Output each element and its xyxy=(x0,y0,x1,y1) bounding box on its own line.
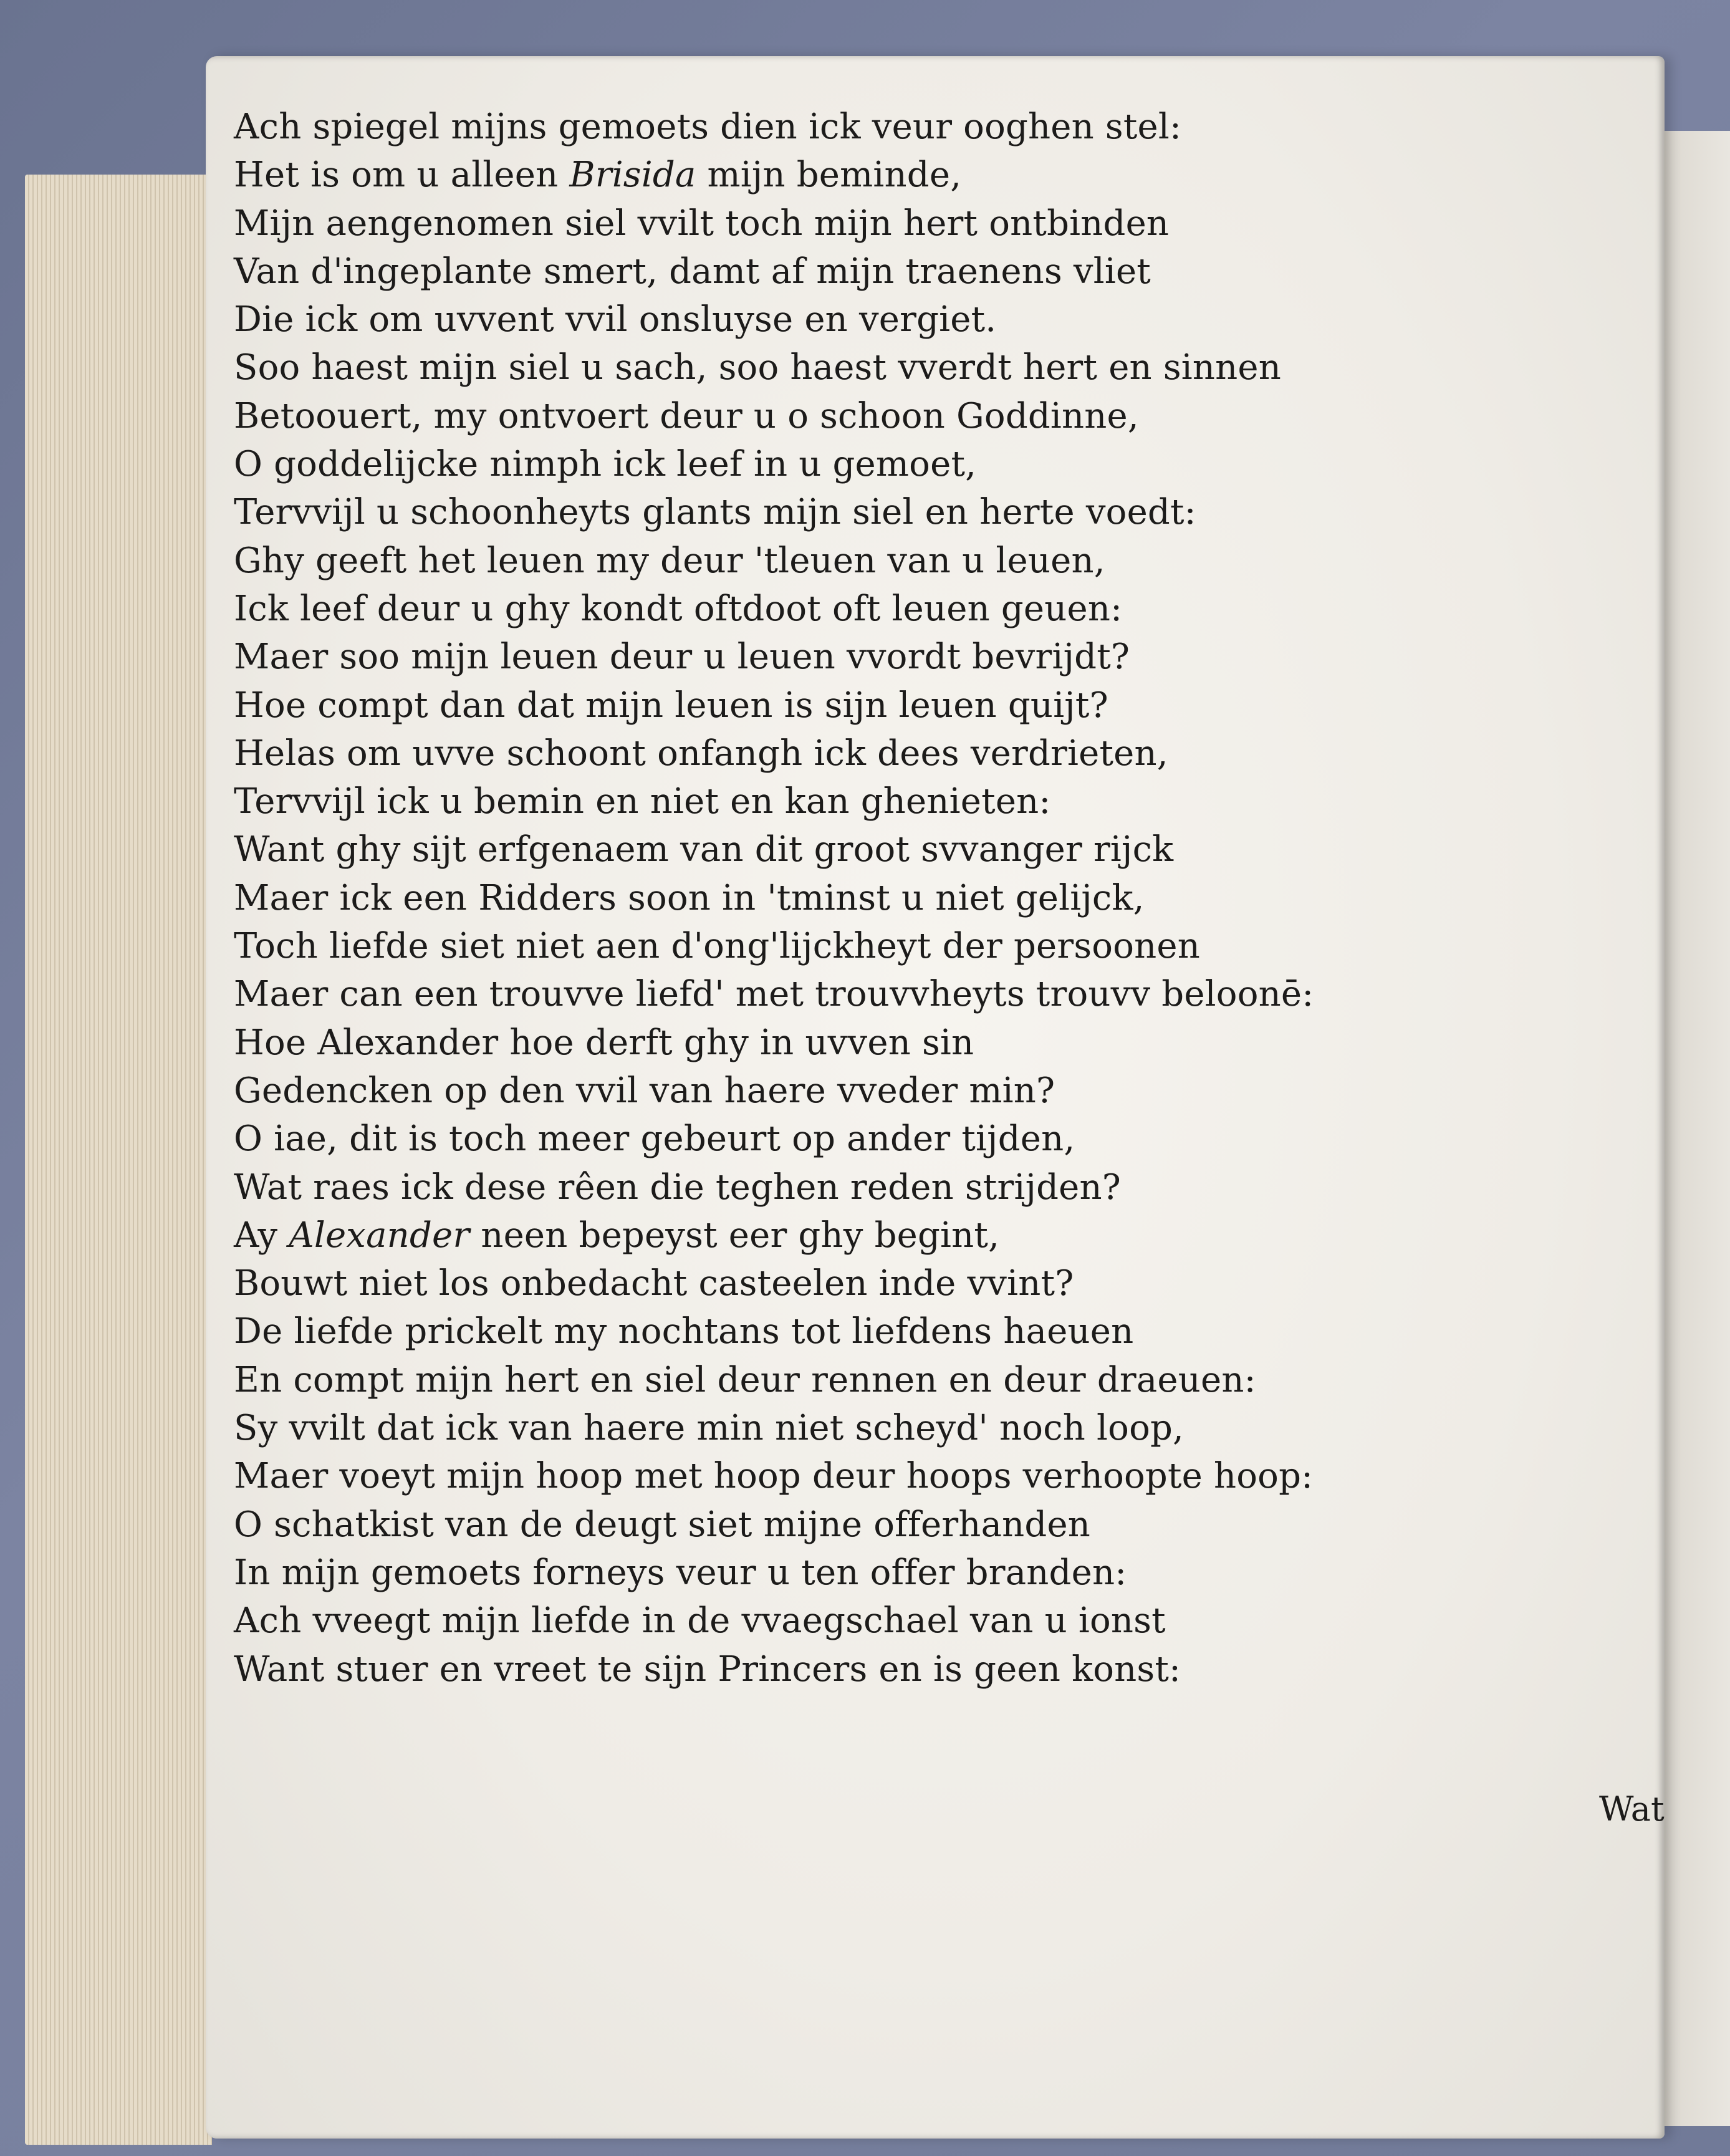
verse-line: Wat raes ick dese rêen die teghen reden strijden? xyxy=(234,1167,1122,1208)
verse-line: Ick leef deur u ghy kondt oftdoot oft leuen geuen: xyxy=(234,588,1123,629)
verse-line: Van d'ingeplante smert, damt af mijn traenens vliet xyxy=(234,251,1151,292)
verse-line: Het is om u alleen Brisida mijn beminde, xyxy=(234,155,962,196)
italic-name: Alexander xyxy=(289,1215,470,1256)
verse-line: In mijn gemoets forneys veur u ten offer branden: xyxy=(234,1552,1127,1593)
italic-name: Brisida xyxy=(569,155,696,196)
verse-line: Ach spiegel mijns gemoets dien ick veur ooghen stel: xyxy=(234,107,1182,147)
verse-line: Mijn aengenomen siel vvilt toch mijn hert ontbinden xyxy=(234,203,1170,244)
verse-line: Hoe compt dan dat mijn leuen is sijn leuen quijt? xyxy=(234,685,1108,726)
catchword: Wat xyxy=(1599,1789,1665,1829)
verse-line: Die ick om uvvent vvil onsluyse en vergiet. xyxy=(234,299,997,340)
verse-line: Tervvijl u schoonheyts glants mijn siel en herte voedt: xyxy=(234,492,1196,533)
verse-line: En compt mijn hert en siel deur rennen en deur draeuen: xyxy=(234,1359,1256,1400)
verse-line: Bouwt niet los onbedacht casteelen inde vvint? xyxy=(234,1263,1074,1304)
verse-line: O schatkist van de deugt siet mijne offerhanden xyxy=(234,1504,1091,1545)
verse-line: Gedencken op den vvil van haere vveder min? xyxy=(234,1070,1055,1111)
verse-line: O goddelijcke nimph ick leef in u gemoet, xyxy=(234,444,977,485)
verse-line: Want ghy sijt erfgenaem van dit groot svvanger rijck xyxy=(234,829,1174,870)
verse-line: Tervvijl ick u bemin en niet en kan ghenieten: xyxy=(234,781,1051,822)
verse-line: Want stuer en vreet te sijn Princers en is geen konst: xyxy=(234,1648,1181,1690)
verse-line: Betoouert, my ontvoert deur u o schoon Goddinne, xyxy=(234,395,1139,436)
verse-line: Maer ick een Ridders soon in 'tminst u niet gelijck, xyxy=(234,877,1145,918)
verse-line: Maer voeyt mijn hoop met hoop deur hoops verhoopte hoop: xyxy=(234,1456,1314,1497)
verse-line: Maer can een trouvve liefd' met trouvvheyts trouvv beloonē: xyxy=(234,974,1314,1015)
verse-line: Hoe Alexander hoe derft ghy in uvven sin xyxy=(234,1022,974,1063)
verse-line: Soo haest mijn siel u sach, soo haest vverdt hert en sinnen xyxy=(234,347,1282,388)
page-edges xyxy=(25,175,212,2145)
verse-text xyxy=(234,103,1624,1693)
verse-line: Ach vveegt mijn liefde in de vvaegschael van u ionst xyxy=(234,1600,1166,1642)
verse-line: Maer soo mijn leuen deur u leuen vvordt bevrijdt? xyxy=(234,637,1130,678)
verse-line: Ghy geeft het leuen my deur 'tleuen van u leuen, xyxy=(234,540,1105,581)
verse-line: Ay Alexander neen bepeyst eer ghy begint, xyxy=(234,1215,1000,1256)
verse-line: Toch liefde siet niet aen d'ong'lijckheyt der persoonen xyxy=(234,926,1200,967)
verse-line: O iae, dit is toch meer gebeurt op ander tijden, xyxy=(234,1119,1075,1160)
verse-line: Sy vvilt dat ick van haere min niet scheyd' noch loop, xyxy=(234,1408,1185,1449)
verse-line: De liefde prickelt my nochtans tot liefdens haeuen xyxy=(234,1311,1134,1352)
verse-line: Helas om uvve schoont onfangh ick dees verdrieten, xyxy=(234,733,1168,774)
